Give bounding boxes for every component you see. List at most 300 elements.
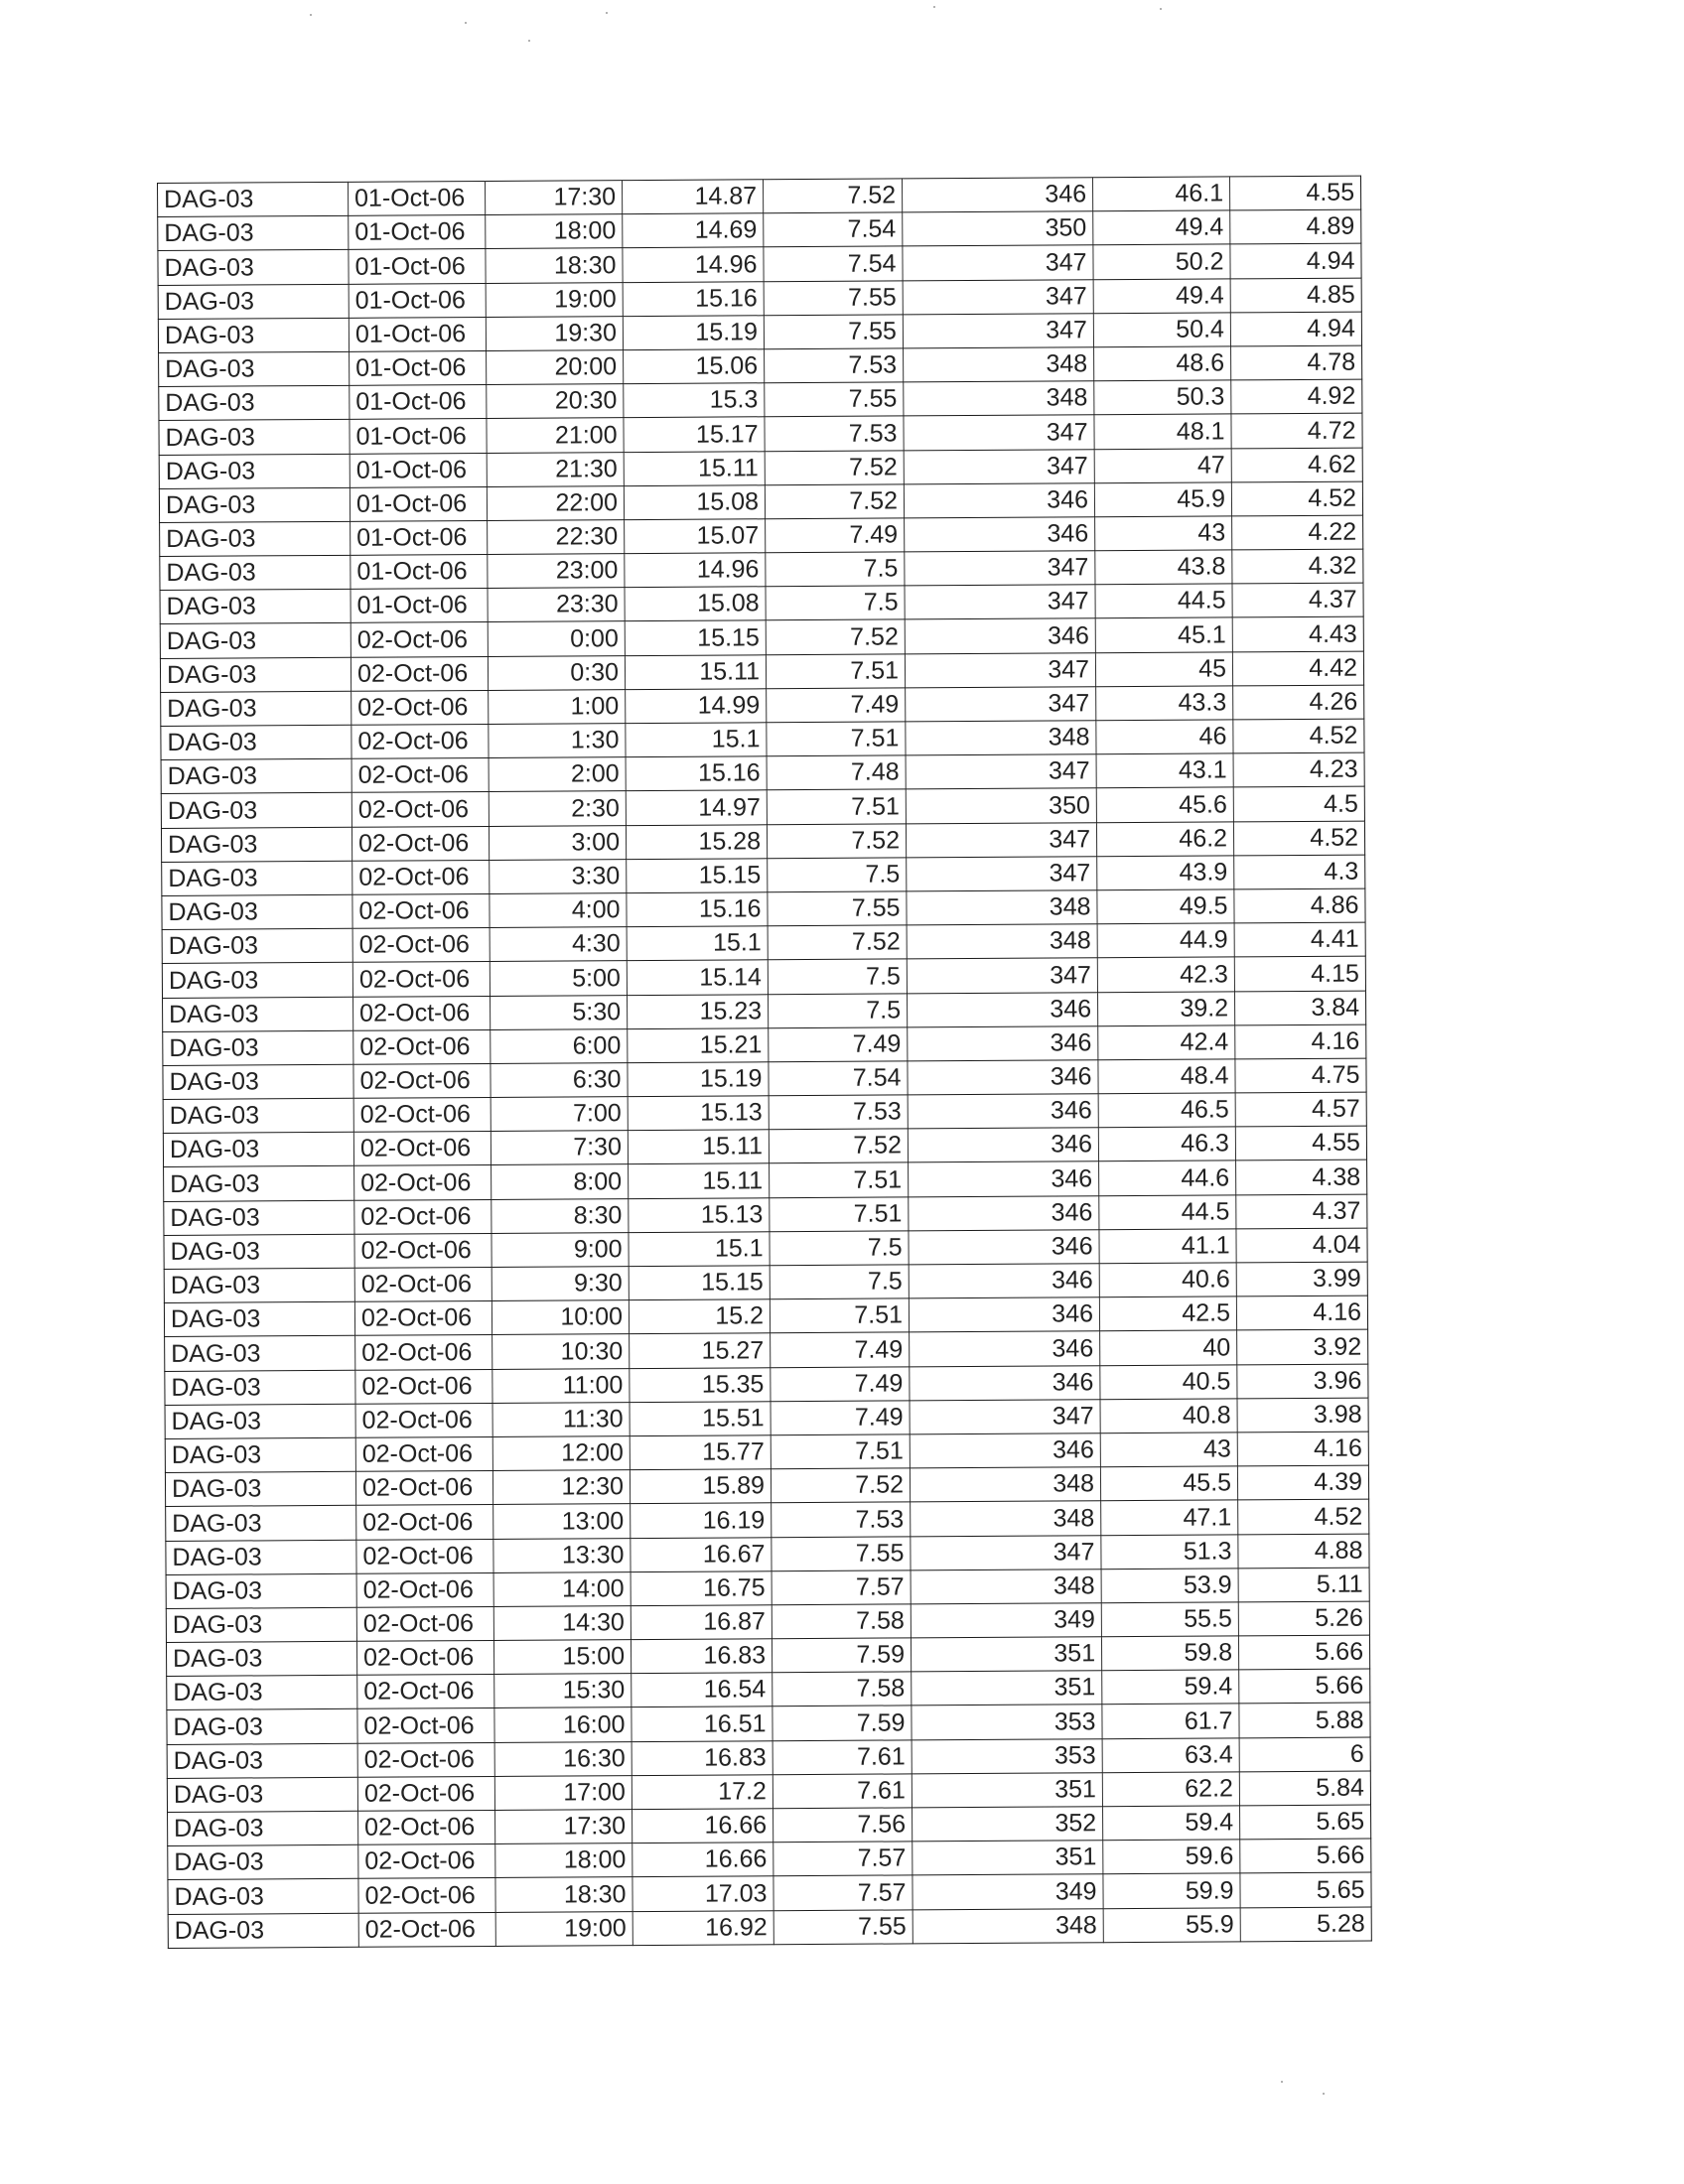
value-cell-2: 7.5 bbox=[766, 586, 905, 620]
value-cell-2: 7.55 bbox=[765, 382, 904, 417]
station-id-cell: DAG-03 bbox=[161, 759, 351, 794]
time-cell: 21:00 bbox=[487, 418, 624, 453]
value-cell-1: 17.2 bbox=[632, 1775, 772, 1810]
time-cell: 12:30 bbox=[492, 1470, 630, 1505]
table-row bbox=[168, 1907, 1371, 1949]
value-cell-2: 7.49 bbox=[771, 1401, 910, 1435]
date-cell: 01-Oct-06 bbox=[349, 215, 486, 250]
scan-speck bbox=[933, 6, 935, 8]
value-cell-4: 45.9 bbox=[1094, 482, 1231, 517]
value-cell-4: 55.5 bbox=[1101, 1602, 1238, 1637]
time-cell: 7:30 bbox=[491, 1131, 628, 1165]
station-id-cell: DAG-03 bbox=[163, 1133, 353, 1167]
time-cell: 17:30 bbox=[485, 181, 622, 215]
value-cell-5: 3.99 bbox=[1236, 1262, 1367, 1297]
station-id-cell: DAG-03 bbox=[167, 1709, 357, 1744]
time-cell: 11:30 bbox=[492, 1402, 630, 1436]
value-cell-3: 347 bbox=[906, 822, 1096, 857]
value-cell-1: 16.66 bbox=[632, 1843, 773, 1877]
value-cell-5: 3.84 bbox=[1234, 991, 1365, 1025]
value-cell-1: 15.1 bbox=[629, 1232, 770, 1267]
station-id-cell: DAG-03 bbox=[161, 691, 351, 726]
value-cell-4: 46.5 bbox=[1098, 1093, 1235, 1128]
date-cell: 02-Oct-06 bbox=[352, 928, 490, 963]
date-cell: 01-Oct-06 bbox=[349, 283, 486, 318]
date-cell: 02-Oct-06 bbox=[355, 1369, 492, 1404]
date-cell: 02-Oct-06 bbox=[354, 1267, 491, 1301]
time-cell: 4:30 bbox=[490, 927, 627, 962]
time-cell: 3:30 bbox=[490, 859, 627, 893]
value-cell-5: 4.94 bbox=[1230, 243, 1361, 278]
value-cell-4: 45.5 bbox=[1100, 1466, 1237, 1501]
time-cell: 14:00 bbox=[493, 1571, 631, 1606]
time-cell: 18:30 bbox=[495, 1877, 632, 1912]
scan-speck bbox=[528, 40, 530, 42]
time-cell: 17:30 bbox=[495, 1810, 632, 1844]
value-cell-5: 4.57 bbox=[1235, 1092, 1366, 1127]
date-cell: 02-Oct-06 bbox=[356, 1641, 493, 1676]
value-cell-2: 7.5 bbox=[766, 552, 905, 587]
time-cell: 18:30 bbox=[486, 248, 623, 283]
date-cell: 02-Oct-06 bbox=[354, 1165, 491, 1200]
value-cell-3: 347 bbox=[904, 415, 1094, 450]
value-cell-5: 5.66 bbox=[1238, 1635, 1369, 1670]
time-cell: 5:30 bbox=[491, 995, 628, 1029]
date-cell: 02-Oct-06 bbox=[354, 1199, 491, 1234]
station-id-cell: DAG-03 bbox=[161, 827, 351, 862]
value-cell-4: 47 bbox=[1094, 448, 1231, 482]
value-cell-5: 4.32 bbox=[1232, 549, 1363, 584]
date-cell: 02-Oct-06 bbox=[351, 622, 488, 657]
value-cell-5: 4.55 bbox=[1235, 1126, 1366, 1160]
value-cell-1: 14.97 bbox=[626, 790, 767, 825]
value-cell-2: 7.58 bbox=[772, 1604, 911, 1639]
date-cell: 02-Oct-06 bbox=[357, 1742, 494, 1777]
date-cell: 02-Oct-06 bbox=[355, 1335, 492, 1370]
value-cell-4: 51.3 bbox=[1101, 1534, 1238, 1569]
value-cell-3: 346 bbox=[905, 618, 1095, 653]
value-cell-5: 4.94 bbox=[1230, 312, 1361, 346]
value-cell-5: 4.72 bbox=[1231, 413, 1362, 448]
value-cell-3: 348 bbox=[904, 347, 1094, 382]
value-cell-5: 4.26 bbox=[1233, 685, 1364, 720]
value-cell-1: 15.19 bbox=[623, 316, 764, 350]
value-cell-3: 352 bbox=[912, 1807, 1103, 1842]
date-cell: 02-Oct-06 bbox=[353, 1098, 491, 1133]
value-cell-1: 15.21 bbox=[628, 1027, 769, 1062]
value-cell-4: 42.4 bbox=[1098, 1025, 1235, 1060]
value-cell-2: 7.61 bbox=[772, 1740, 912, 1775]
value-cell-3: 346 bbox=[910, 1331, 1100, 1366]
value-cell-3: 346 bbox=[908, 1128, 1098, 1162]
station-id-cell: DAG-03 bbox=[158, 318, 349, 352]
data-table bbox=[157, 176, 1372, 1949]
value-cell-2: 7.5 bbox=[770, 1231, 909, 1266]
value-cell-3: 346 bbox=[905, 517, 1095, 552]
date-cell: 02-Oct-06 bbox=[357, 1675, 494, 1709]
date-cell: 02-Oct-06 bbox=[351, 758, 489, 793]
value-cell-2: 7.49 bbox=[771, 1332, 910, 1367]
value-cell-2: 7.5 bbox=[768, 858, 907, 892]
value-cell-4: 59.6 bbox=[1103, 1840, 1240, 1874]
value-cell-1: 15.06 bbox=[624, 349, 765, 384]
date-cell: 01-Oct-06 bbox=[351, 589, 488, 623]
value-cell-3: 346 bbox=[910, 1433, 1100, 1468]
value-cell-2: 7.53 bbox=[765, 348, 904, 383]
date-cell: 02-Oct-06 bbox=[351, 826, 489, 861]
value-cell-3: 346 bbox=[909, 1264, 1099, 1298]
station-id-cell: DAG-03 bbox=[166, 1607, 356, 1642]
value-cell-1: 14.69 bbox=[623, 213, 764, 248]
value-cell-2: 7.52 bbox=[769, 1129, 908, 1163]
time-cell: 6:00 bbox=[491, 1028, 628, 1063]
date-cell: 02-Oct-06 bbox=[351, 792, 489, 827]
value-cell-1: 16.83 bbox=[631, 1639, 772, 1674]
value-cell-3: 347 bbox=[903, 313, 1093, 347]
time-cell: 13:30 bbox=[493, 1538, 631, 1572]
date-cell: 01-Oct-06 bbox=[350, 419, 487, 454]
value-cell-5: 4.52 bbox=[1238, 1499, 1369, 1534]
value-cell-3: 348 bbox=[910, 1467, 1100, 1502]
value-cell-4: 44.5 bbox=[1095, 584, 1232, 618]
station-id-cell: DAG-03 bbox=[161, 725, 351, 759]
value-cell-1: 15.11 bbox=[624, 451, 765, 485]
value-cell-2: 7.55 bbox=[772, 1536, 911, 1570]
station-id-cell: DAG-03 bbox=[159, 351, 350, 386]
time-cell: 16:30 bbox=[494, 1741, 632, 1776]
time-cell: 0:30 bbox=[488, 655, 625, 690]
value-cell-2: 7.52 bbox=[768, 925, 907, 960]
station-id-cell: DAG-03 bbox=[163, 1098, 353, 1133]
value-cell-4: 44.5 bbox=[1099, 1195, 1236, 1230]
time-cell: 19:00 bbox=[495, 1911, 632, 1946]
value-cell-3: 351 bbox=[912, 1841, 1103, 1875]
value-cell-1: 15.2 bbox=[629, 1299, 770, 1334]
value-cell-2: 7.5 bbox=[769, 993, 908, 1027]
value-cell-3: 347 bbox=[903, 245, 1093, 280]
value-cell-4: 43.8 bbox=[1095, 550, 1232, 585]
time-cell: 9:30 bbox=[491, 1267, 629, 1301]
value-cell-4: 44.9 bbox=[1097, 923, 1234, 958]
value-cell-4: 59.8 bbox=[1101, 1636, 1238, 1671]
date-cell: 02-Oct-06 bbox=[357, 1708, 494, 1743]
value-cell-5: 4.86 bbox=[1234, 888, 1365, 923]
time-cell: 9:00 bbox=[491, 1232, 629, 1267]
value-cell-2: 7.54 bbox=[769, 1061, 908, 1096]
value-cell-4: 49.4 bbox=[1093, 278, 1230, 313]
value-cell-2: 7.51 bbox=[767, 789, 906, 824]
value-cell-4: 40.8 bbox=[1100, 1399, 1237, 1433]
value-cell-5: 3.98 bbox=[1237, 1398, 1368, 1433]
value-cell-1: 15.16 bbox=[627, 892, 768, 927]
value-cell-4: 59.9 bbox=[1103, 1873, 1240, 1908]
date-cell: 02-Oct-06 bbox=[351, 724, 489, 758]
station-id-cell: DAG-03 bbox=[165, 1471, 355, 1506]
value-cell-1: 16.67 bbox=[631, 1537, 772, 1571]
value-cell-1: 15.11 bbox=[628, 1130, 769, 1164]
value-cell-4: 48.4 bbox=[1098, 1059, 1235, 1094]
station-id-cell: DAG-03 bbox=[158, 216, 349, 251]
date-cell: 02-Oct-06 bbox=[358, 1878, 495, 1913]
value-cell-5: 4.52 bbox=[1233, 719, 1364, 753]
value-cell-3: 346 bbox=[909, 1161, 1099, 1196]
value-cell-5: 4.43 bbox=[1232, 617, 1363, 652]
time-cell: 23:30 bbox=[488, 588, 625, 622]
station-id-cell: DAG-03 bbox=[165, 1404, 355, 1438]
value-cell-4: 48.1 bbox=[1094, 414, 1231, 449]
date-cell: 02-Oct-06 bbox=[352, 962, 490, 997]
date-cell: 02-Oct-06 bbox=[356, 1606, 493, 1641]
value-cell-5: 4.88 bbox=[1238, 1534, 1369, 1569]
station-id-cell: DAG-03 bbox=[159, 420, 350, 455]
value-cell-5: 4.37 bbox=[1232, 583, 1363, 617]
value-cell-4: 43.1 bbox=[1096, 753, 1233, 788]
date-cell: 01-Oct-06 bbox=[351, 555, 488, 590]
time-cell: 17:00 bbox=[494, 1775, 632, 1810]
station-id-cell: DAG-03 bbox=[158, 182, 349, 216]
value-cell-4: 63.4 bbox=[1102, 1737, 1239, 1772]
time-cell: 8:00 bbox=[491, 1164, 629, 1199]
value-cell-3: 349 bbox=[912, 1874, 1103, 1909]
value-cell-5: 5.26 bbox=[1238, 1601, 1369, 1636]
value-cell-1: 16.54 bbox=[632, 1673, 772, 1707]
value-cell-5: 4.89 bbox=[1230, 209, 1361, 244]
value-cell-5: 5.88 bbox=[1239, 1704, 1370, 1738]
value-cell-2: 7.52 bbox=[767, 823, 906, 858]
date-cell: 02-Oct-06 bbox=[358, 1844, 495, 1879]
value-cell-1: 15.16 bbox=[626, 756, 767, 791]
value-cell-2: 7.49 bbox=[766, 518, 905, 553]
date-cell: 02-Oct-06 bbox=[355, 1471, 492, 1506]
value-cell-4: 48.6 bbox=[1094, 346, 1231, 381]
value-cell-4: 59.4 bbox=[1102, 1670, 1239, 1705]
date-cell: 01-Oct-06 bbox=[348, 181, 485, 215]
station-id-cell: DAG-03 bbox=[160, 657, 351, 692]
date-cell: 02-Oct-06 bbox=[352, 893, 490, 928]
date-cell: 02-Oct-06 bbox=[357, 1776, 494, 1811]
value-cell-1: 15.08 bbox=[624, 484, 765, 519]
time-cell: 10:00 bbox=[491, 1300, 629, 1335]
date-cell: 02-Oct-06 bbox=[351, 656, 488, 691]
value-cell-1: 15.15 bbox=[629, 1266, 770, 1300]
date-cell: 02-Oct-06 bbox=[355, 1403, 492, 1437]
value-cell-2: 7.5 bbox=[768, 959, 907, 994]
value-cell-3: 348 bbox=[904, 381, 1094, 416]
station-id-cell: DAG-03 bbox=[160, 521, 351, 556]
date-cell: 01-Oct-06 bbox=[351, 520, 488, 555]
station-id-cell: DAG-03 bbox=[167, 1676, 357, 1710]
station-id-cell: DAG-03 bbox=[164, 1301, 354, 1336]
time-cell: 2:30 bbox=[489, 791, 626, 826]
time-cell: 13:00 bbox=[493, 1504, 631, 1539]
value-cell-2: 7.54 bbox=[764, 246, 903, 281]
value-cell-3: 347 bbox=[907, 856, 1097, 890]
value-cell-2: 7.57 bbox=[773, 1842, 912, 1876]
date-cell: 02-Oct-06 bbox=[353, 996, 491, 1030]
station-id-cell: DAG-03 bbox=[159, 454, 350, 488]
value-cell-1: 14.87 bbox=[622, 180, 763, 214]
value-cell-4: 55.9 bbox=[1103, 1907, 1240, 1942]
value-cell-5: 3.96 bbox=[1237, 1364, 1368, 1399]
station-id-cell: DAG-03 bbox=[160, 623, 351, 658]
station-id-cell: DAG-03 bbox=[166, 1641, 356, 1676]
time-cell: 21:30 bbox=[487, 452, 624, 486]
value-cell-2: 7.58 bbox=[772, 1672, 912, 1706]
scan-speck bbox=[310, 14, 312, 16]
time-cell: 18:00 bbox=[486, 214, 623, 249]
station-id-cell: DAG-03 bbox=[166, 1506, 356, 1541]
value-cell-5: 4.78 bbox=[1231, 345, 1362, 380]
value-cell-5: 5.66 bbox=[1240, 1839, 1371, 1873]
value-cell-4: 50.3 bbox=[1094, 380, 1231, 415]
station-id-cell: DAG-03 bbox=[167, 1777, 357, 1812]
value-cell-2: 7.57 bbox=[773, 1875, 912, 1910]
value-cell-3: 348 bbox=[906, 721, 1096, 755]
value-cell-4: 50.4 bbox=[1093, 313, 1230, 347]
value-cell-1: 15.89 bbox=[630, 1469, 771, 1504]
value-cell-5: 4.5 bbox=[1233, 786, 1364, 821]
station-id-cell: DAG-03 bbox=[163, 1064, 353, 1099]
scan-speck bbox=[1323, 2093, 1325, 2095]
date-cell: 01-Oct-06 bbox=[350, 486, 487, 521]
value-cell-4: 45.6 bbox=[1096, 787, 1233, 822]
value-cell-5: 5.65 bbox=[1240, 1805, 1371, 1840]
value-cell-4: 40 bbox=[1100, 1330, 1237, 1365]
station-id-cell: DAG-03 bbox=[168, 1879, 358, 1914]
value-cell-2: 7.54 bbox=[764, 212, 903, 247]
value-cell-3: 347 bbox=[911, 1535, 1101, 1570]
value-cell-1: 15.1 bbox=[626, 723, 767, 757]
value-cell-4: 62.2 bbox=[1102, 1772, 1239, 1807]
value-cell-4: 46 bbox=[1096, 720, 1233, 754]
station-id-cell: DAG-03 bbox=[167, 1743, 357, 1778]
time-cell: 15:00 bbox=[493, 1640, 631, 1675]
value-cell-4: 40.5 bbox=[1100, 1364, 1237, 1399]
station-id-cell: DAG-03 bbox=[165, 1437, 355, 1472]
time-cell: 12:00 bbox=[492, 1436, 630, 1471]
station-id-cell: DAG-03 bbox=[164, 1234, 354, 1269]
value-cell-2: 7.5 bbox=[770, 1265, 909, 1299]
value-cell-1: 14.99 bbox=[626, 689, 767, 724]
value-cell-1: 15.51 bbox=[630, 1401, 771, 1435]
value-cell-2: 7.51 bbox=[771, 1434, 910, 1469]
value-cell-1: 16.75 bbox=[631, 1570, 772, 1605]
station-id-cell: DAG-03 bbox=[168, 1844, 358, 1879]
value-cell-1: 15.11 bbox=[629, 1163, 770, 1198]
value-cell-3: 353 bbox=[912, 1738, 1102, 1773]
value-cell-3: 347 bbox=[906, 754, 1096, 789]
value-cell-2: 7.48 bbox=[767, 755, 906, 790]
value-cell-1: 15.35 bbox=[630, 1367, 771, 1402]
date-cell: 01-Oct-06 bbox=[349, 317, 486, 351]
time-cell: 18:00 bbox=[495, 1843, 632, 1878]
value-cell-4: 43 bbox=[1095, 516, 1232, 551]
value-cell-3: 349 bbox=[911, 1603, 1101, 1638]
date-cell: 02-Oct-06 bbox=[353, 1063, 491, 1098]
time-cell: 19:00 bbox=[486, 282, 623, 317]
time-cell: 10:30 bbox=[492, 1334, 630, 1369]
value-cell-3: 346 bbox=[909, 1195, 1099, 1230]
value-cell-4: 59.4 bbox=[1103, 1806, 1240, 1841]
value-cell-5: 5.11 bbox=[1238, 1568, 1369, 1602]
station-id-cell: DAG-03 bbox=[166, 1573, 356, 1608]
value-cell-5: 4.38 bbox=[1236, 1160, 1367, 1195]
value-cell-1: 16.66 bbox=[632, 1809, 773, 1843]
date-cell: 02-Oct-06 bbox=[355, 1436, 492, 1471]
value-cell-1: 15.3 bbox=[624, 383, 765, 418]
time-cell: 23:00 bbox=[488, 554, 625, 589]
value-cell-4: 43 bbox=[1100, 1433, 1237, 1467]
value-cell-1: 16.92 bbox=[632, 1910, 773, 1945]
value-cell-3: 353 bbox=[912, 1705, 1102, 1739]
value-cell-5: 5.65 bbox=[1240, 1872, 1371, 1907]
station-id-cell: DAG-03 bbox=[164, 1166, 354, 1201]
value-cell-3: 347 bbox=[907, 958, 1097, 993]
time-cell: 1:30 bbox=[489, 724, 626, 758]
value-cell-2: 7.53 bbox=[769, 1095, 908, 1130]
station-id-cell: DAG-03 bbox=[163, 1030, 353, 1065]
value-cell-5: 3.92 bbox=[1237, 1329, 1368, 1364]
value-cell-3: 346 bbox=[908, 992, 1098, 1026]
value-cell-1: 16.87 bbox=[631, 1605, 772, 1640]
station-id-cell: DAG-03 bbox=[158, 284, 349, 319]
value-cell-5: 4.85 bbox=[1230, 278, 1361, 313]
value-cell-1: 15.17 bbox=[624, 417, 765, 452]
station-id-cell: DAG-03 bbox=[164, 1268, 354, 1302]
date-cell: 01-Oct-06 bbox=[349, 249, 486, 284]
value-cell-4: 43.9 bbox=[1097, 856, 1234, 890]
value-cell-1: 15.19 bbox=[628, 1062, 769, 1097]
station-id-cell: DAG-03 bbox=[159, 385, 350, 420]
value-cell-1: 15.77 bbox=[630, 1435, 771, 1470]
value-cell-2: 7.53 bbox=[765, 416, 904, 451]
value-cell-1: 15.08 bbox=[625, 587, 766, 621]
value-cell-3: 351 bbox=[911, 1637, 1101, 1672]
station-id-cell: DAG-03 bbox=[165, 1370, 355, 1405]
value-cell-1: 15.13 bbox=[629, 1197, 770, 1232]
value-cell-1: 15.28 bbox=[626, 824, 767, 859]
value-cell-3: 351 bbox=[912, 1671, 1102, 1706]
value-cell-5: 4.23 bbox=[1233, 752, 1364, 787]
value-cell-3: 347 bbox=[903, 279, 1093, 314]
value-cell-3: 346 bbox=[909, 1230, 1099, 1265]
value-cell-2: 7.51 bbox=[767, 722, 906, 756]
date-cell: 02-Oct-06 bbox=[352, 860, 490, 894]
station-id-cell: DAG-03 bbox=[163, 997, 353, 1031]
time-cell: 7:00 bbox=[491, 1097, 628, 1132]
station-id-cell: DAG-03 bbox=[162, 894, 352, 929]
time-cell: 6:30 bbox=[491, 1062, 628, 1097]
value-cell-1: 15.15 bbox=[627, 859, 768, 893]
value-cell-3: 346 bbox=[910, 1365, 1100, 1400]
time-cell: 16:00 bbox=[494, 1707, 632, 1742]
date-cell: 02-Oct-06 bbox=[351, 690, 489, 725]
value-cell-5: 4.22 bbox=[1232, 515, 1363, 550]
time-cell: 4:00 bbox=[490, 893, 627, 928]
value-cell-1: 15.07 bbox=[625, 519, 766, 554]
date-cell: 02-Oct-06 bbox=[354, 1301, 491, 1336]
value-cell-3: 347 bbox=[905, 551, 1095, 586]
value-cell-2: 7.52 bbox=[763, 179, 902, 213]
value-cell-4: 61.7 bbox=[1102, 1704, 1239, 1738]
value-cell-1: 15.11 bbox=[625, 654, 766, 689]
table-body bbox=[158, 176, 1372, 1948]
value-cell-2: 7.52 bbox=[766, 619, 905, 654]
date-cell: 02-Oct-06 bbox=[358, 1912, 495, 1947]
value-cell-4: 39.2 bbox=[1097, 991, 1234, 1025]
value-cell-5: 4.52 bbox=[1233, 821, 1364, 856]
value-cell-1: 16.19 bbox=[631, 1503, 772, 1538]
